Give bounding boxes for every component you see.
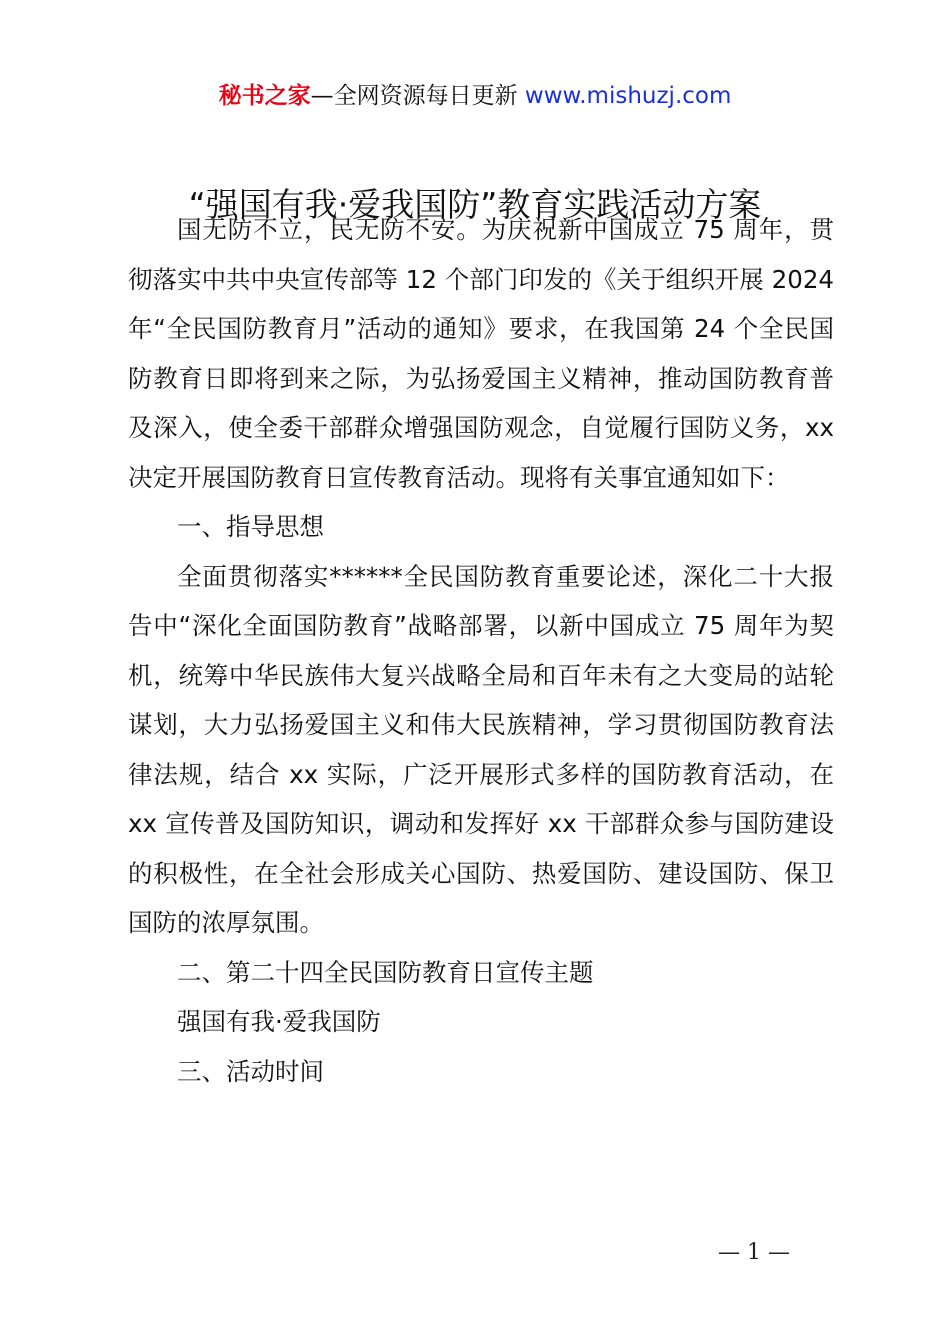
document-body xyxy=(128,205,834,1096)
theme-paragraph: 强国有我·爱我国防 xyxy=(177,1007,381,1036)
brand-name: 秘书之家 xyxy=(218,83,311,109)
section-heading-guiding-ideology: 一、指导思想 xyxy=(177,512,324,541)
section-heading-activity-time: 三、活动时间 xyxy=(177,1056,324,1086)
document-title: “强国有我·爱我国防”教育实践活动方案 xyxy=(188,185,762,224)
site-url-link[interactable]: www.mishuzj.com xyxy=(524,83,732,109)
guiding-ideology-paragraph: 全面贯彻落实******全民国防教育重要论述，深化二十大报告中“深化全面国防教育”战略部署，以新中国成立 75 周年为契机，统筹中华民族伟大复兴战略全局和百年未有之大变局的站轮谋划，大力弘扬爱国主义和伟大民族精神，学习贯彻国防教育法律法规，结合 xx 实际，广泛开展形式多样的国防教育活动，在 xx 宣传普及国防知识，调动和发挥好 xx 干部群众参与国防建设的积极性，在全社会形成关心国防、热爱国防、建设国防、保卫国防的浓厚氛围。 xyxy=(128,561,834,937)
page-number: — 1 — xyxy=(718,1240,790,1265)
section-heading-theme: 二、第二十四全民国防教育日宣传主题 xyxy=(177,957,594,987)
site-header xyxy=(0,80,950,112)
header-slogan: —全网资源每日更新 xyxy=(310,83,518,109)
intro-paragraph: 国无防不立，民无防不安。为庆祝新中国成立 75 周年，贯彻落实中共中央宣传部等 12 个部门印发的《关于组织开展 2024 年“全民国防教育月”活动的通知》要求，在我国第 24 个全民国防教育日即将到来之际，为弘扬爱国主义精神，推动国防教育普及深入，使全委干部群众增强国防观念，自觉履行国防义务，xx 决定开展国防教育日宣传教育活动。现将有关事宜通知如下： xyxy=(128,215,834,492)
